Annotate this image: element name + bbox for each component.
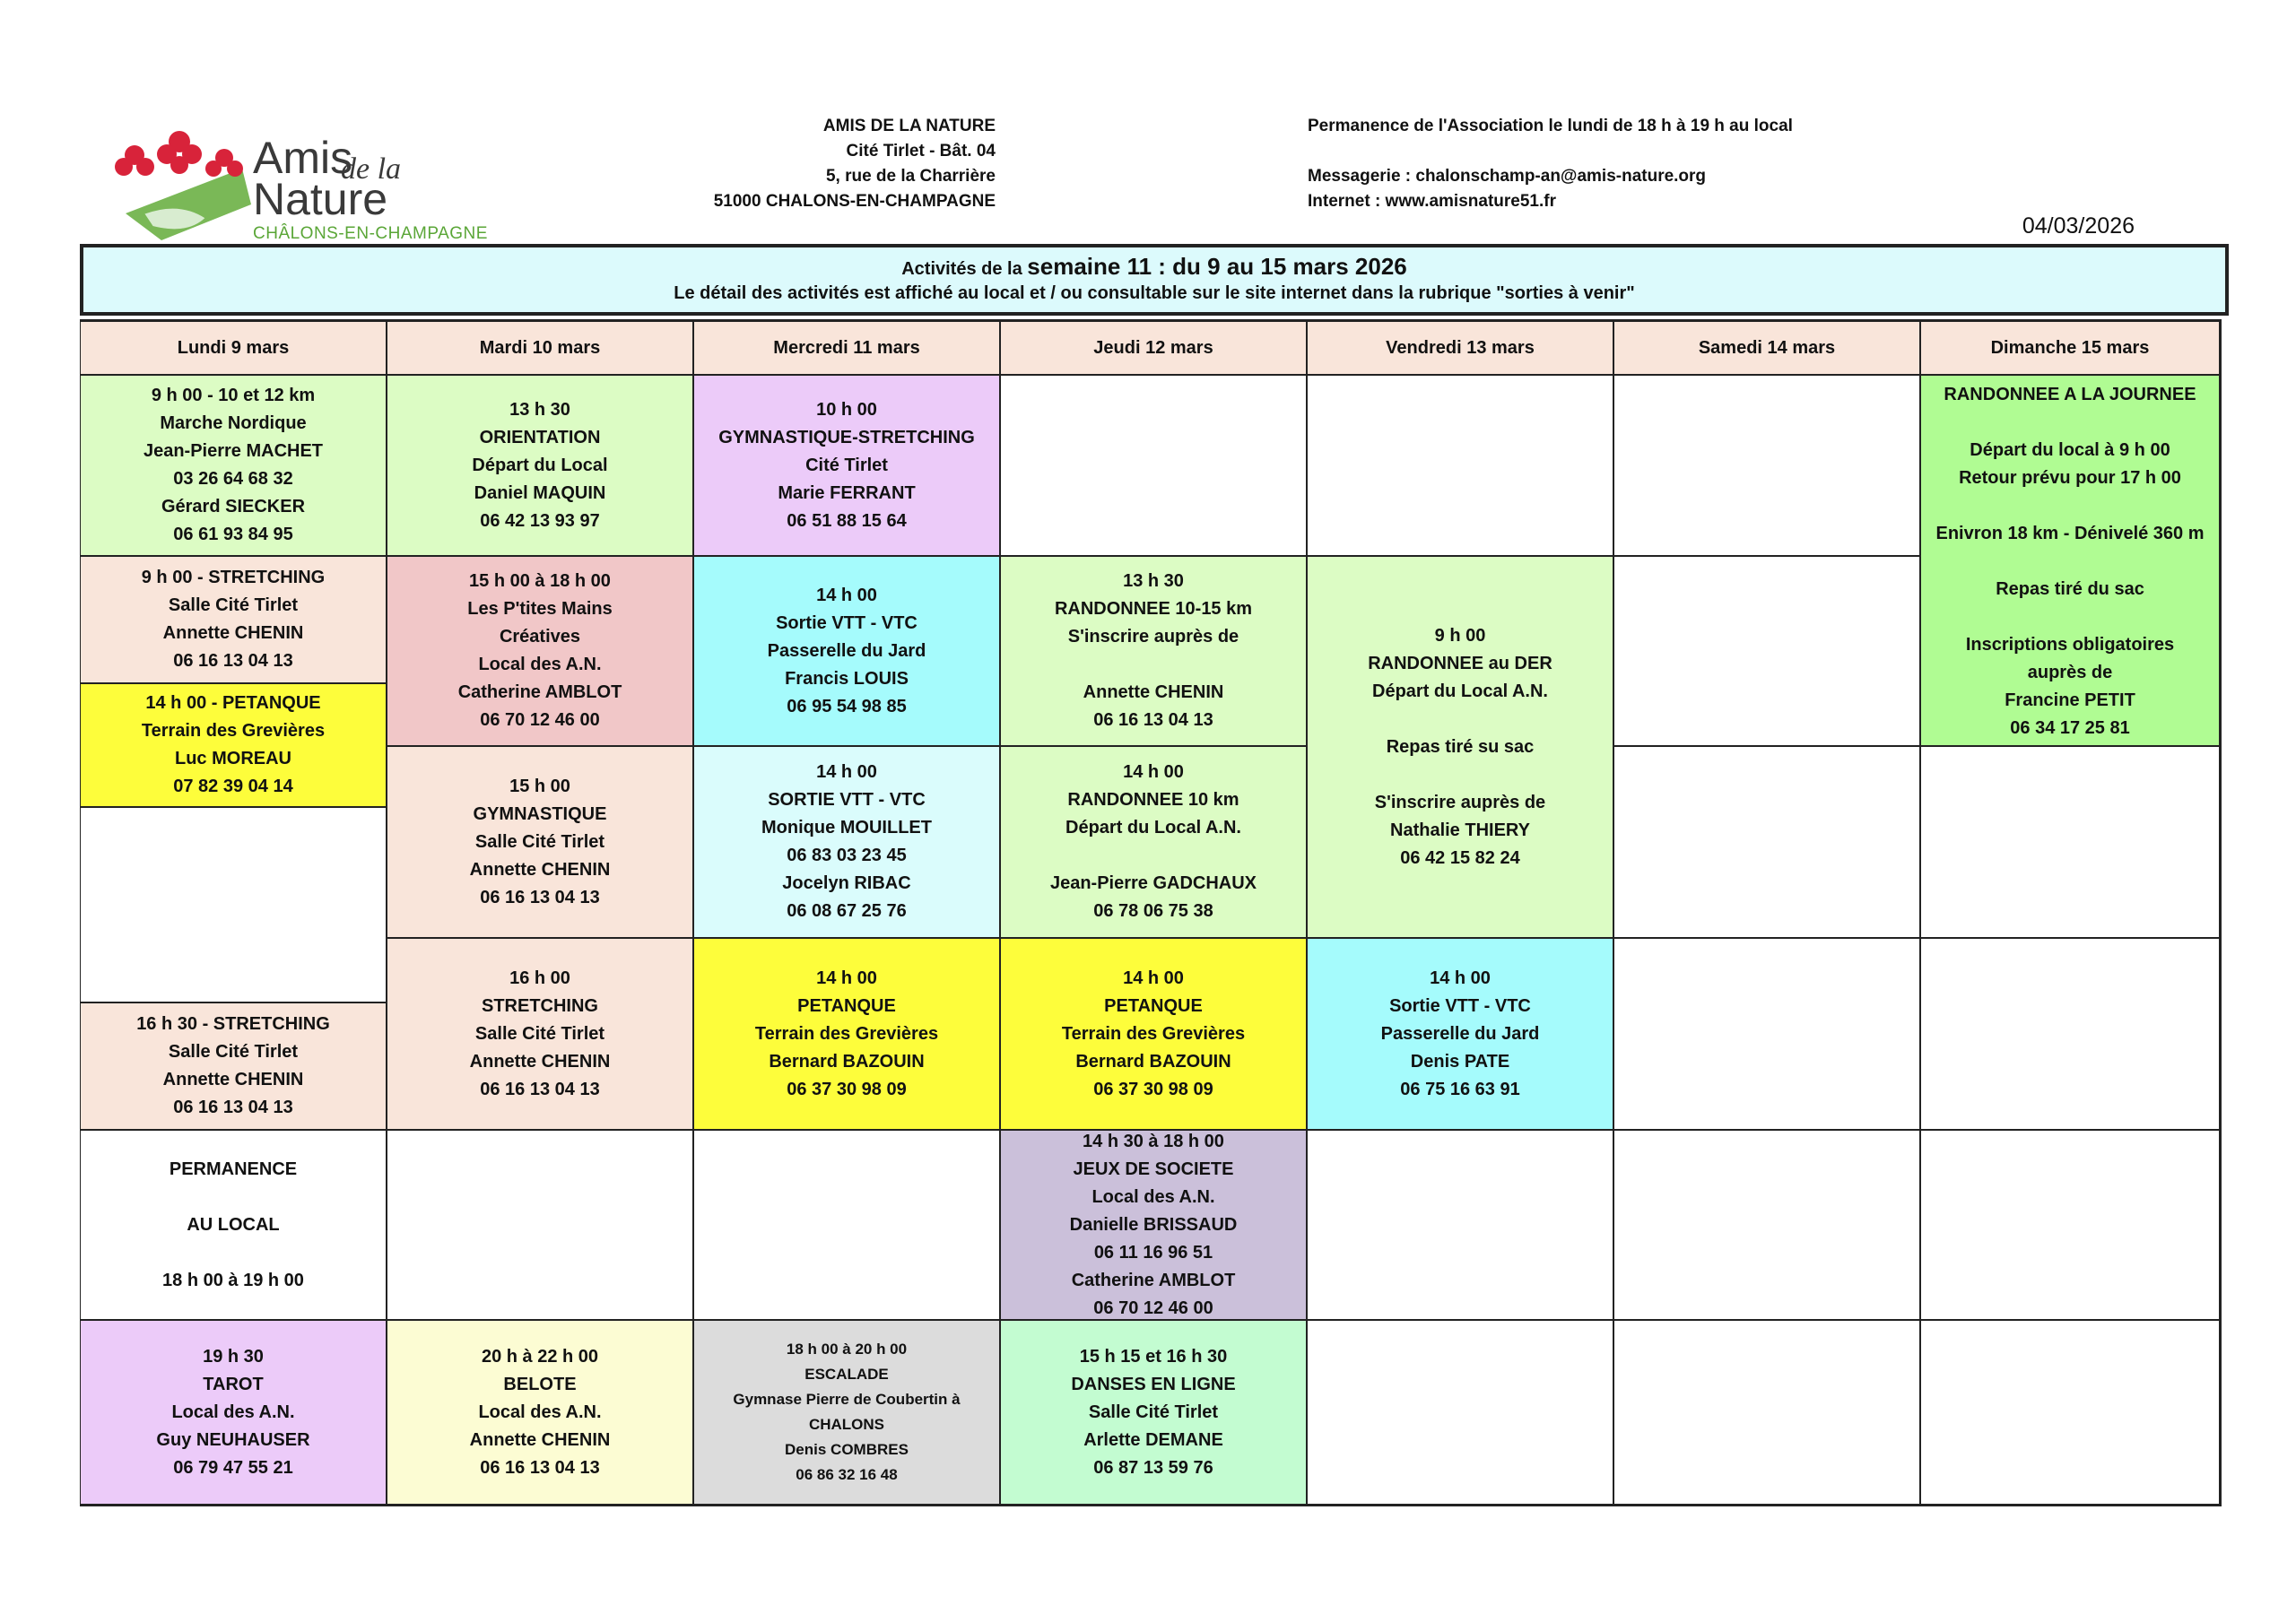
activity-cell: 9 h 00 - STRETCHING Salle Cité Tirlet Annette CHENIN 06 16 13 04 13 xyxy=(80,556,387,683)
day-header-monday: Lundi 9 mars xyxy=(80,321,387,375)
week-banner xyxy=(80,244,2229,316)
empty-cell xyxy=(1307,375,1613,556)
empty-cell xyxy=(387,1130,693,1320)
address-block xyxy=(538,114,996,214)
empty-cell xyxy=(1920,1130,2220,1320)
activity-cell: 19 h 30 TAROT Local des A.N. Guy NEUHAUSER 06 79 47 55 21 xyxy=(80,1320,387,1505)
empty-cell xyxy=(1920,746,2220,938)
empty-cell xyxy=(1613,938,1920,1130)
activity-cell: 16 h 00 STRETCHING Salle Cité Tirlet Annette CHENIN 06 16 13 04 13 xyxy=(387,938,693,1130)
document-date: 04/03/2026 xyxy=(2022,213,2135,239)
contact-block xyxy=(1308,114,2025,214)
logo-word-nature: Nature xyxy=(253,174,388,224)
empty-cell xyxy=(1613,556,1920,746)
activity-cell: 15 h 00 GYMNASTIQUE Salle Cité Tirlet Annette CHENIN 06 16 13 04 13 xyxy=(387,746,693,938)
logo-word-dela: de la xyxy=(341,152,402,186)
day-header-wednesday: Mercredi 11 mars xyxy=(693,321,1000,375)
activity-cell: 20 h à 22 h 00 BELOTE Local des A.N. Annette CHENIN 06 16 13 04 13 xyxy=(387,1320,693,1505)
activity-cell: 16 h 30 - STRETCHING Salle Cité Tirlet Annette CHENIN 06 16 13 04 13 xyxy=(80,1002,387,1130)
empty-cell xyxy=(1307,1130,1613,1320)
empty-cell xyxy=(1613,746,1920,938)
activity-cell: 14 h 00 PETANQUE Terrain des Grevières Bernard BAZOUIN 06 37 30 98 09 xyxy=(693,938,1000,1130)
activity-cell: 9 h 00 - 10 et 12 km Marche Nordique Jean-Pierre MACHET 03 26 64 68 32 Gérard SIECKER 06 61 93 84 95 xyxy=(80,375,387,556)
activity-cell: RANDONNEE A LA JOURNEE Départ du local à 9 h 00 Retour prévu pour 17 h 00 Enivron 18 km - Dénivelé 360 m Repas tiré du sac Inscriptions obligatoires auprès de Francine PETIT 06 34 17 25 81 xyxy=(1920,375,2220,746)
day-header-sunday: Dimanche 15 mars xyxy=(1920,321,2220,375)
activity-cell: 14 h 00 Sortie VTT - VTC Passerelle du Jard Francis LOUIS 06 95 54 98 85 xyxy=(693,556,1000,746)
email-text: Messagerie : chalonschamp-an@amis-nature.org xyxy=(1308,167,1707,186)
activity-cell: 14 h 00 PETANQUE Terrain des Grevières Bernard BAZOUIN 06 37 30 98 09 xyxy=(1000,938,1307,1130)
activity-cell: 15 h 15 et 16 h 30 DANSES EN LIGNE Salle Cité Tirlet Arlette DEMANE 06 87 13 59 76 xyxy=(1000,1320,1307,1505)
activity-cell: 13 h 30 RANDONNEE 10-15 km S'inscrire auprès de Annette CHENIN 06 16 13 04 13 xyxy=(1000,556,1307,746)
activity-cell: 13 h 30 ORIENTATION Départ du Local Daniel MAQUIN 06 42 13 93 97 xyxy=(387,375,693,556)
banner-prefix: Activités de la xyxy=(901,259,1028,279)
empty-cell xyxy=(693,1130,1000,1320)
empty-cell xyxy=(1613,1320,1920,1505)
day-header-tuesday: Mardi 10 mars xyxy=(387,321,693,375)
day-header-friday: Vendredi 13 mars xyxy=(1307,321,1613,375)
activity-cell: 14 h 00 Sortie VTT - VTC Passerelle du Jard Denis PATE 06 75 16 63 91 xyxy=(1307,938,1613,1130)
empty-cell xyxy=(1000,375,1307,556)
logo-city: CHÂLONS-EN-CHAMPAGNE xyxy=(253,224,488,243)
banner-week: semaine 11 : du 9 au 15 mars 2026 xyxy=(1027,253,1407,280)
activity-cell: 14 h 00 - PETANQUE Terrain des Grevières Luc MOREAU 07 82 39 04 14 xyxy=(80,683,387,807)
permanence-text: Permanence de l'Association le lundi de 18 h à 19 h au local xyxy=(1308,117,1793,135)
website-text: Internet : www.amisnature51.fr xyxy=(1308,192,1556,211)
empty-cell xyxy=(1613,375,1920,556)
activity-cell: 14 h 00 SORTIE VTT - VTC Monique MOUILLET 06 83 03 23 45 Jocelyn RIBAC 06 08 67 25 76 xyxy=(693,746,1000,938)
banner-note: Le détail des activités est affiché au local et / ou consultable sur le site internet dans la rubrique "sorties à venir" xyxy=(674,283,1635,303)
empty-cell xyxy=(1613,1130,1920,1320)
address-line: 51000 CHALONS-EN-CHAMPAGNE xyxy=(713,192,996,211)
address-line: AMIS DE LA NATURE xyxy=(822,117,996,135)
empty-cell xyxy=(80,807,387,1002)
activity-cell: 15 h 00 à 18 h 00 Les P'tites Mains Créatives Local des A.N. Catherine AMBLOT 06 70 12 46 00 xyxy=(387,556,693,746)
activity-cell: 9 h 00 RANDONNEE au DER Départ du Local A.N. Repas tiré su sac S'inscrire auprès de Nathalie THIERY 06 42 15 82 24 xyxy=(1307,556,1613,938)
activity-cell: 10 h 00 GYMNASTIQUE-STRETCHING Cité Tirlet Marie FERRANT 06 51 88 15 64 xyxy=(693,375,1000,556)
address-line: 5, rue de la Charrière xyxy=(825,167,996,186)
empty-cell xyxy=(1920,1320,2220,1505)
logo-word-amis: Amis xyxy=(253,133,353,183)
activity-cell: 14 h 00 RANDONNEE 10 km Départ du Local A.N. Jean-Pierre GADCHAUX 06 78 06 75 38 xyxy=(1000,746,1307,938)
empty-cell xyxy=(1307,1320,1613,1505)
address-line: Cité Tirlet - Bât. 04 xyxy=(846,142,996,161)
activity-cell: 14 h 30 à 18 h 00 JEUX DE SOCIETE Local des A.N. Danielle BRISSAUD 06 11 16 96 51 Catherine AMBLOT 06 70 12 46 00 xyxy=(1000,1130,1307,1320)
banner-title xyxy=(83,253,2225,281)
permanence-cell: PERMANENCE AU LOCAL 18 h 00 à 19 h 00 xyxy=(80,1130,387,1320)
activity-cell: 18 h 00 à 20 h 00 ESCALADE Gymnase Pierre de Coubertin à CHALONS Denis COMBRES 06 86 32 16 48 xyxy=(693,1320,1000,1505)
day-header-saturday: Samedi 14 mars xyxy=(1613,321,1920,375)
empty-cell xyxy=(1920,938,2220,1130)
day-header-thursday: Jeudi 12 mars xyxy=(1000,321,1307,375)
